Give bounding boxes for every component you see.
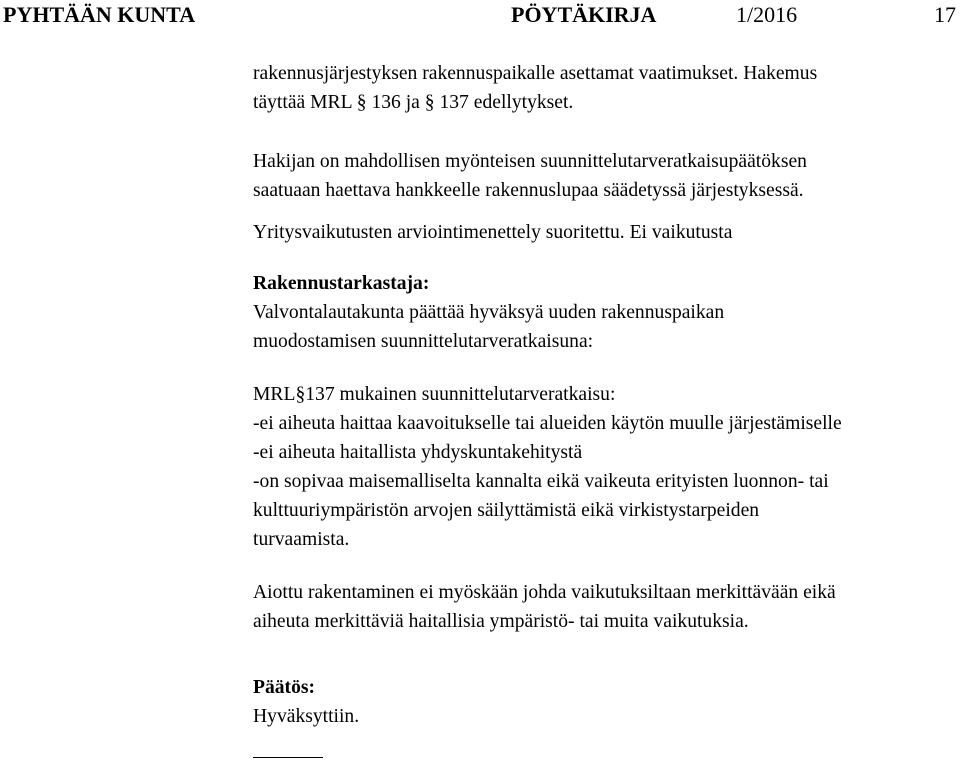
text-line: Hakijan on mahdollisen myönteisen suunnittelutarveratkaisupäätöksen — [253, 151, 807, 172]
signature-line-divider — [253, 757, 323, 758]
text-line: kulttuuriympäristön arvojen säilyttämistä eikä virkistystarpeiden — [253, 500, 760, 521]
text-line: rakennusjärjestyksen rakennuspaikalle asettamat vaatimukset. Hakemus — [253, 63, 818, 84]
document-type: PÖYTÄKIRJA — [511, 2, 657, 27]
paragraph-permit-instructions — [253, 147, 953, 205]
text-line: turvaamista. — [253, 529, 350, 550]
list-item: -on sopivaa maisemalliselta kannalta eikä vaikeuta erityisten luonnon- tai — [253, 471, 829, 492]
paragraph-environmental-impact — [253, 578, 953, 636]
paragraph-requirements — [253, 59, 953, 117]
text-line: täyttää MRL § 136 ja § 137 edellytykset. — [253, 92, 574, 113]
text-line: Valvontalautakunta päättää hyväksyä uuden rakennuspaikan — [253, 302, 725, 323]
text-line: muodostamisen suunnittelutarveratkaisuna: — [253, 331, 594, 352]
list-item: -ei aiheuta haitallista yhdyskuntakehitystä — [253, 442, 583, 463]
list-item: -ei aiheuta haittaa kaavoitukselle tai alueiden käytön muulle järjestämiselle — [253, 413, 842, 434]
page-header — [0, 0, 960, 34]
section-heading-decision: Päätös: — [253, 677, 316, 698]
paragraph-criteria — [253, 380, 953, 554]
section-heading-building-inspector: Rakennustarkastaja: — [253, 273, 430, 294]
decision-text: Hyväksyttiin. — [253, 706, 360, 727]
text-line: Aiottu rakentaminen ei myöskään johda vaikutuksiltaan merkittävään eikä — [253, 582, 836, 603]
document-body — [253, 59, 953, 758]
text-line: saatuaan haettava hankkeelle rakennuslupaa säädetyssä järjestyksessä. — [253, 180, 804, 201]
page-number: 17 — [934, 2, 956, 27]
text-line: Yritysvaikutusten arviointimenettely suoritettu. Ei vaikutusta — [253, 222, 733, 243]
decision-section — [253, 673, 953, 731]
document-number: 1/2016 — [736, 2, 798, 27]
proposal-section — [253, 269, 953, 356]
paragraph-business-impact — [253, 218, 953, 247]
text-line: MRL§137 mukainen suunnittelutarveratkaisu: — [253, 384, 616, 405]
text-line: aiheuta merkittäviä haitallisia ympäristö- tai muita vaikutuksia. — [253, 611, 749, 632]
organization-name: PYHTÄÄN KUNTA — [3, 2, 196, 27]
